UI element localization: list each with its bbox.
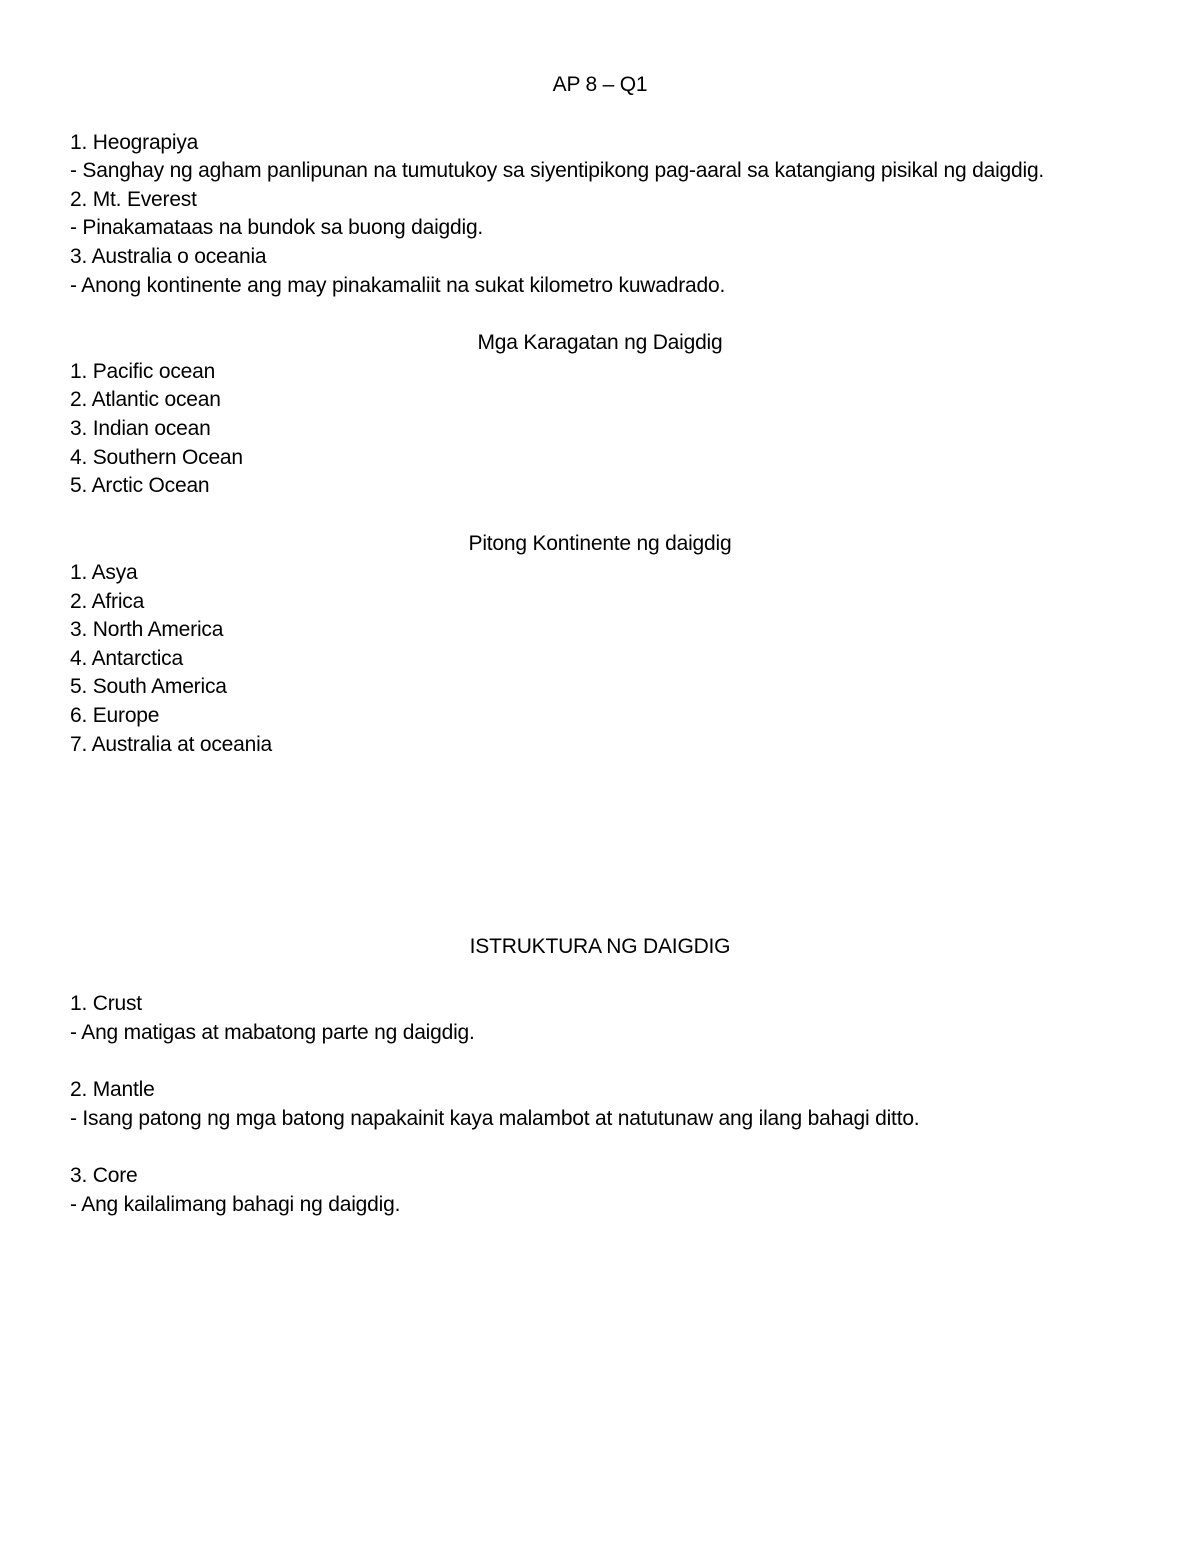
continents-heading: Pitong Kontinente ng daigdig [468,532,732,555]
document-title: AP 8 – Q1 [552,73,648,96]
continent-item-4: 4. Antarctica [70,647,183,670]
intro-term-2: 2. Mt. Everest [70,188,197,211]
intro-term-1: 1. Heograpiya [70,131,199,154]
structure-term-1: 1. Crust [70,992,142,1015]
intro-term-3: 3. Australia o oceania [70,245,267,268]
continent-item-5: 5. South America [70,675,227,698]
intro-def-2: - Pinakamataas na bundok sa buong daigdig. [70,216,484,239]
structure-def-2: - Isang patong ng mga batong napakainit kaya malambot at natutunaw ang ilang bahagi ditto. [70,1107,920,1130]
ocean-item-1: 1. Pacific ocean [70,360,216,383]
intro-def-1: - Sanghay ng agham panlipunan na tumutukoy sa siyentipikong pag-aaral sa katangiang pisikal ng daigdig. [70,159,1045,182]
continent-item-2: 2. Africa [70,590,145,613]
structure-term-3: 3. Core [70,1164,138,1187]
ocean-item-3: 3. Indian ocean [70,417,211,440]
structure-def-1: - Ang matigas at mabatong parte ng daigdig. [70,1021,475,1044]
continent-item-1: 1. Asya [70,561,138,584]
structure-heading: ISTRUKTURA NG DAIGDIG [469,935,731,958]
ocean-item-5: 5. Arctic Ocean [70,474,210,497]
intro-def-3: - Anong kontinente ang may pinakamaliit na sukat kilometro kuwadrado. [70,274,726,297]
ocean-item-2: 2. Atlantic ocean [70,388,221,411]
structure-term-2: 2. Mantle [70,1078,155,1101]
continent-item-7: 7. Australia at oceania [70,733,273,756]
continent-item-3: 3. North America [70,618,224,641]
oceans-heading: Mga Karagatan ng Daigdig [477,331,723,354]
structure-def-3: - Ang kailalimang bahagi ng daigdig. [70,1193,401,1216]
ocean-item-4: 4. Southern Ocean [70,446,243,469]
continent-item-6: 6. Europe [70,704,160,727]
